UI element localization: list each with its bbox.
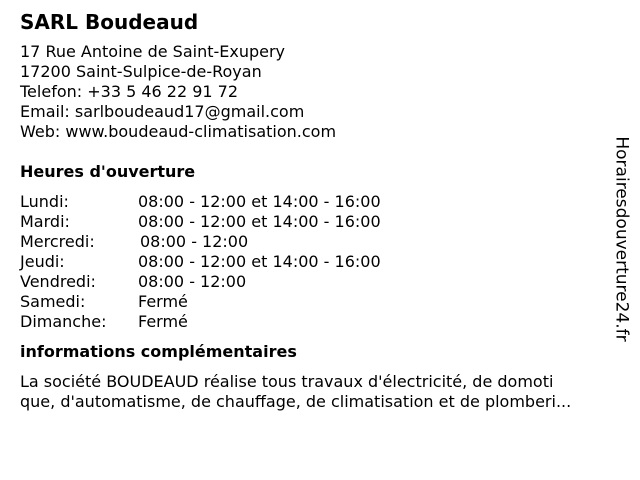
info-line-1: La société BOUDEAUD réalise tous travaux d'électricité, de domoti xyxy=(20,372,554,391)
address-line-1: 17 Rue Antoine de Saint-Exupery xyxy=(20,42,286,61)
watermark xyxy=(610,134,634,344)
hours-day: Lundi: xyxy=(20,192,69,211)
info-description xyxy=(20,372,620,412)
phone-text: Telefon: +33 5 46 22 91 72 xyxy=(20,82,239,101)
info-line-2: que, d'automatisme, de chauffage, de climatisation et de plomberi... xyxy=(20,392,572,411)
hours-day: Mercredi: xyxy=(20,232,95,251)
hours-time: 08:00 - 12:00 xyxy=(138,272,247,291)
hours-table xyxy=(20,192,610,332)
hours-row-thursday xyxy=(20,252,610,272)
hours-day: Dimanche: xyxy=(20,312,107,331)
hours-time: 08:00 - 12:00 xyxy=(140,232,249,251)
hours-time: 08:00 - 12:00 et 14:00 - 16:00 xyxy=(138,252,381,271)
hours-row-friday xyxy=(20,272,610,292)
hours-day: Samedi: xyxy=(20,292,86,311)
hours-row-sunday xyxy=(20,312,610,332)
website-text: Web: www.boudeaud-climatisation.com xyxy=(20,122,337,141)
hours-day: Jeudi: xyxy=(20,252,65,271)
hours-day: Mardi: xyxy=(20,212,70,231)
email-text: Email: sarlboudeaud17@gmail.com xyxy=(20,102,305,121)
hours-heading: Heures d'ouverture xyxy=(20,162,196,181)
hours-row-wednesday xyxy=(20,232,610,252)
hours-time: 08:00 - 12:00 et 14:00 - 16:00 xyxy=(138,192,381,211)
business-name: SARL Boudeaud xyxy=(20,10,199,34)
hours-row-monday xyxy=(20,192,610,212)
address-line-2: 17200 Saint-Sulpice-de-Royan xyxy=(20,62,262,81)
hours-time: Fermé xyxy=(138,292,188,311)
watermark-text: Horairesdouverture24.fr xyxy=(612,136,632,342)
hours-day: Vendredi: xyxy=(20,272,96,291)
hours-time: Fermé xyxy=(138,312,188,331)
hours-row-saturday xyxy=(20,292,610,312)
hours-row-tuesday xyxy=(20,212,610,232)
info-heading: informations complémentaires xyxy=(20,342,297,361)
hours-time: 08:00 - 12:00 et 14:00 - 16:00 xyxy=(138,212,381,231)
business-card xyxy=(20,10,610,412)
